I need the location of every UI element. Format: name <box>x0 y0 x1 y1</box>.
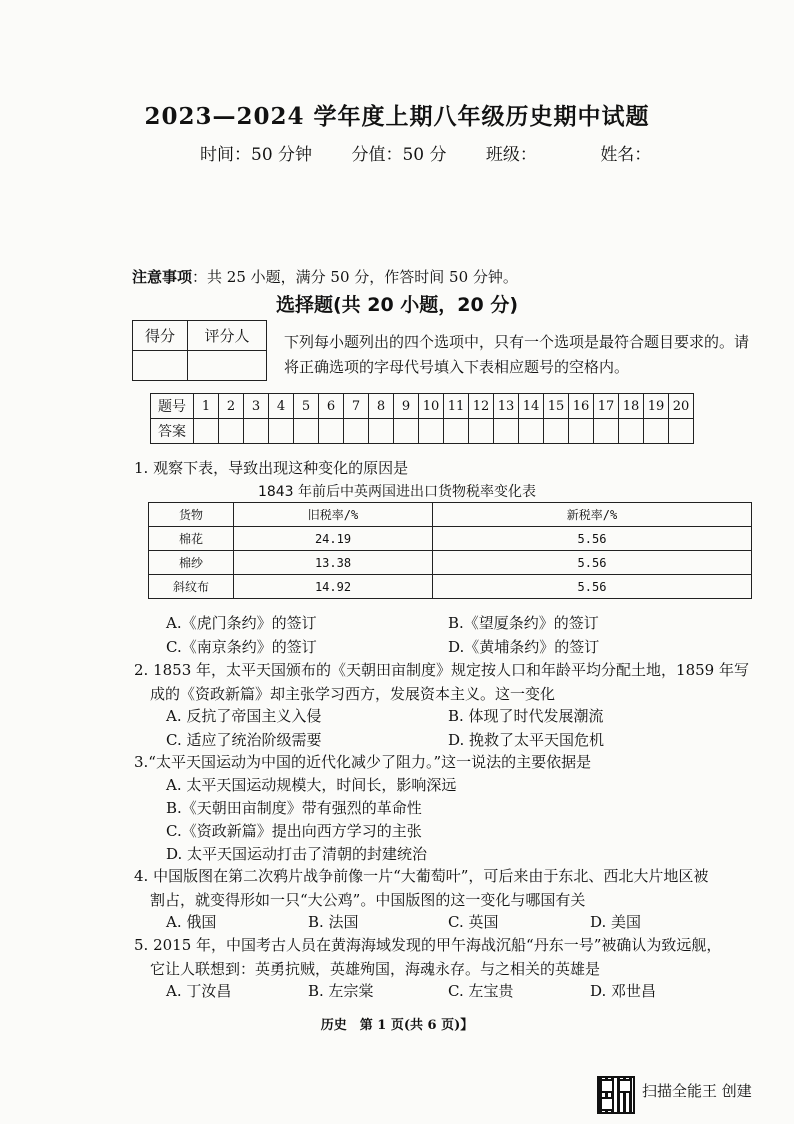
answer-blank-cell <box>319 419 344 444</box>
answer-number-cell: 11 <box>444 394 469 419</box>
answer-number-cell: 4 <box>269 394 294 419</box>
answer-number-cell: 8 <box>369 394 394 419</box>
score-label: 得分 <box>133 321 188 351</box>
answer-blank-cell <box>194 419 219 444</box>
q1-cell: 5.56 <box>433 527 752 551</box>
q4-option-b: B. 法国 <box>308 913 359 931</box>
q4-option-c: C. 英国 <box>448 913 499 931</box>
answer-number-cell: 6 <box>319 394 344 419</box>
q3-option-d: D. 太平天国运动打击了清朝的封建统治 <box>166 845 428 863</box>
notice-label: 注意事项 <box>132 268 193 286</box>
q5-stem-line2: 它让人联想到：英勇抗贼，英雄殉国，海魂永存。与之相关的英雄是 <box>150 960 601 978</box>
q1-cell: 5.56 <box>433 575 752 599</box>
answer-blank-cell <box>569 419 594 444</box>
answer-blank-cell <box>219 419 244 444</box>
q3-option-b: B.《天朝田亩制度》带有强烈的革命性 <box>166 799 422 817</box>
q4-option-a: A. 俄国 <box>166 913 217 931</box>
q1-option-d: D.《黄埔条约》的签订 <box>448 638 600 656</box>
answer-blank-cell <box>644 419 669 444</box>
answer-number-cell: 15 <box>544 394 569 419</box>
q4-stem-line2: 割占，就变得形如一只“大公鸡”。中国版图的这一变化与哪国有关 <box>150 891 586 909</box>
q5-option-c: C. 左宝贵 <box>448 982 514 1000</box>
answer-number-row <box>151 394 694 419</box>
name-field: 姓名： <box>600 145 652 165</box>
q5-option-a: A. 丁汝昌 <box>166 982 232 1000</box>
q1-cell: 13.38 <box>234 551 433 575</box>
answer-blank-cell <box>369 419 394 444</box>
answer-blank-cell <box>619 419 644 444</box>
answer-blank-cell <box>294 419 319 444</box>
answer-blank-cell <box>544 419 569 444</box>
answer-blank-cell <box>519 419 544 444</box>
q5-option-b: B. 左宗棠 <box>308 982 374 1000</box>
q1-tax-table <box>148 502 752 599</box>
q1-header-goods: 货物 <box>149 503 234 527</box>
notice <box>132 266 518 287</box>
answer-number-cell: 18 <box>619 394 644 419</box>
q3-option-c: C.《资政新篇》提出向西方学习的主张 <box>166 822 422 840</box>
q3-stem: 3.“太平天国运动为中国的近代化减少了阻力。”这一说法的主要依据是 <box>134 753 592 771</box>
q1-table-title: 1843 年前后中英两国进出口货物税率变化表 <box>257 484 537 500</box>
instruction: 下列每小题列出的四个选项中，只有一个选项是最符合题目要求的。请将正确选项的字母代号填入下表相应题号的空格内。 <box>284 333 750 376</box>
q2-option-c: C. 适应了统治阶级需要 <box>166 731 322 749</box>
answer-blank-row <box>151 419 694 444</box>
answer-number-cell: 9 <box>394 394 419 419</box>
score-cell <box>133 351 188 381</box>
table-row <box>149 575 752 599</box>
answer-row1-label: 题号 <box>151 394 194 419</box>
notice-text: ：共 25 小题，满分 50 分，作答时间 50 分钟。 <box>192 268 518 286</box>
answer-number-cell: 16 <box>569 394 594 419</box>
answer-number-cell: 5 <box>294 394 319 419</box>
q3-option-a: A. 太平天国运动规模大，时间长，影响深远 <box>166 776 457 794</box>
answer-blank-cell <box>244 419 269 444</box>
q1-cell: 5.56 <box>433 551 752 575</box>
answer-blank-cell <box>269 419 294 444</box>
q5-option-d: D. 邓世昌 <box>590 982 657 1000</box>
exam-title: 2023—2024 学年度上期八年级历史期中试题 <box>144 103 650 130</box>
section-title: 选择题(共 20 小题，20 分) <box>275 294 519 316</box>
q1-cell: 14.92 <box>234 575 433 599</box>
table-row <box>149 551 752 575</box>
q1-option-c: C.《南京条约》的签订 <box>166 638 317 656</box>
answer-blank-cell <box>494 419 519 444</box>
q1-cell: 24.19 <box>234 527 433 551</box>
q1-header-old: 旧税率/% <box>234 503 433 527</box>
answer-number-cell: 20 <box>669 394 694 419</box>
q1-stem: 1. 观察下表，导致出现这种变化的原因是 <box>134 459 409 477</box>
q2-option-d: D. 挽救了太平天国危机 <box>448 731 605 749</box>
answer-blank-cell <box>394 419 419 444</box>
answer-row2-label: 答案 <box>151 419 194 444</box>
answer-number-cell: 19 <box>644 394 669 419</box>
q1-option-a: A.《虎门条约》的签订 <box>166 614 317 632</box>
answer-number-cell: 1 <box>194 394 219 419</box>
exam-time: 时间：50 分钟 <box>200 145 313 165</box>
answer-number-cell: 12 <box>469 394 494 419</box>
q4-stem-line1: 4. 中国版图在第二次鸦片战争前像一片“大葡萄叶”，可后来由于东北、西北大片地区被 <box>134 867 709 885</box>
q5-stem-line1: 5. 2015 年，中国考古人员在黄海海域发现的甲午海战沉船“丹东一号”被确认为致远舰， <box>134 936 722 954</box>
grader-label: 评分人 <box>188 321 267 351</box>
answer-number-cell: 7 <box>344 394 369 419</box>
answer-blank-cell <box>444 419 469 444</box>
qr-code-icon <box>597 1076 635 1114</box>
page-footer: 历史 第 1 页(共 6 页)】 <box>320 1018 474 1033</box>
q1-cell: 棉花 <box>149 527 234 551</box>
answer-blank-cell <box>669 419 694 444</box>
exam-info <box>200 140 685 165</box>
exam-score: 分值：50 分 <box>351 145 447 165</box>
grader-cell <box>188 351 267 381</box>
class-field: 班级： <box>485 145 537 165</box>
answer-table <box>150 393 694 444</box>
q1-option-b: B.《望厦条约》的签订 <box>448 614 599 632</box>
answer-number-cell: 14 <box>519 394 544 419</box>
q2-option-a: A. 反抗了帝国主义入侵 <box>166 707 322 725</box>
answer-number-cell: 13 <box>494 394 519 419</box>
scanner-watermark: 扫描全能王 创建 <box>642 1082 752 1100</box>
q4-option-d: D. 美国 <box>590 913 642 931</box>
q2-stem-line2: 成的《资政新篇》却主张学习西方，发展资本主义。这一变化 <box>150 685 556 703</box>
q2-option-b: B. 体现了时代发展潮流 <box>448 707 604 725</box>
q1-cell: 斜纹布 <box>149 575 234 599</box>
answer-blank-cell <box>469 419 494 444</box>
answer-number-cell: 2 <box>219 394 244 419</box>
q1-cell: 棉纱 <box>149 551 234 575</box>
answer-blank-cell <box>344 419 369 444</box>
answer-number-cell: 3 <box>244 394 269 419</box>
score-box <box>132 320 267 381</box>
answer-number-cell: 17 <box>594 394 619 419</box>
q2-stem-line1: 2. 1853 年，太平天国颁布的《天朝田亩制度》规定按人口和年龄平均分配土地，1859 年写 <box>134 661 749 679</box>
q1-header-new: 新税率/% <box>433 503 752 527</box>
table-row <box>149 527 752 551</box>
answer-number-cell: 10 <box>419 394 444 419</box>
answer-blank-cell <box>594 419 619 444</box>
answer-blank-cell <box>419 419 444 444</box>
